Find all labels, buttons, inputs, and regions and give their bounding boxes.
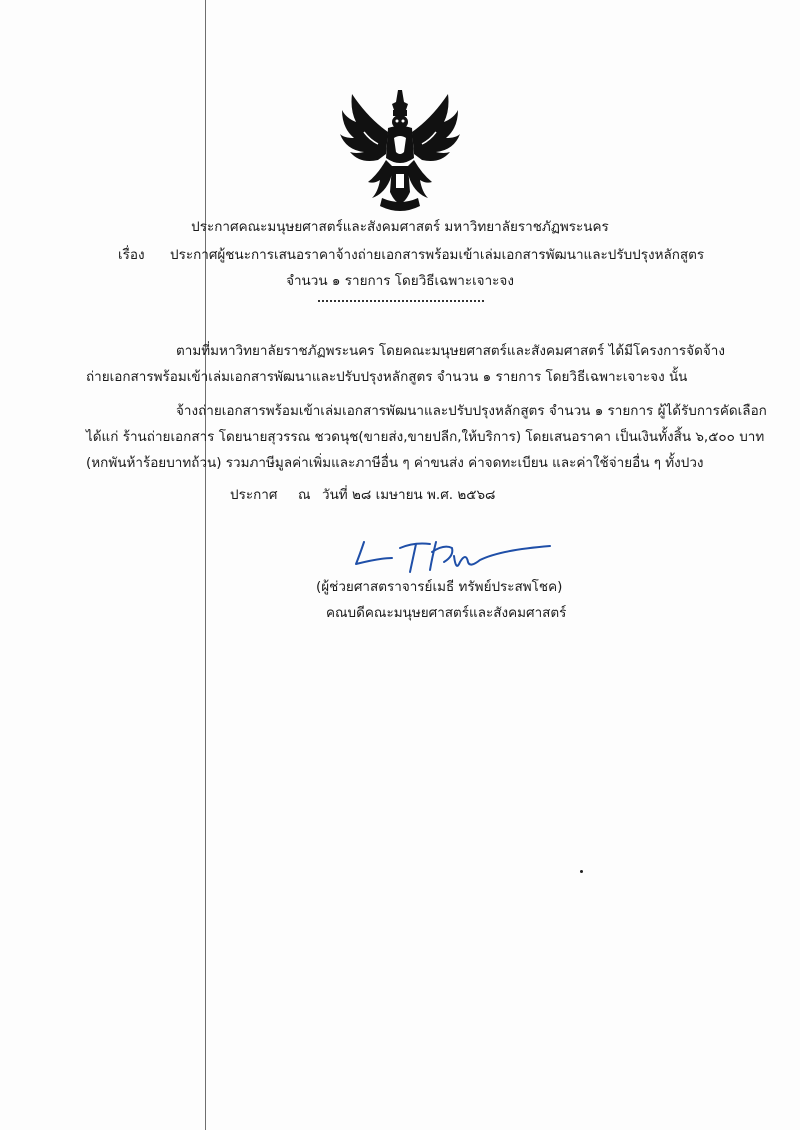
signatory-position: คณบดีคณะมนุษยศาสตร์และสังคมศาสตร์: [326, 605, 567, 621]
announcement-title: ประกาศคณะมนุษยศาสตร์และสังคมศาสตร์ มหาวิทยาลัยราชภัฏพระนคร: [191, 219, 609, 235]
announce-word: ประกาศ: [230, 487, 278, 503]
paragraph-2-line-1: จ้างถ่ายเอกสารพร้อมเข้าเล่มเอกสารพัฒนาและปรับปรุงหลักสูตร จำนวน ๑ รายการ ผู้ได้รับการคัดเลือก: [176, 403, 767, 419]
subject-label: เรื่อง: [118, 247, 145, 263]
scan-fold-line: [205, 0, 206, 1130]
paragraph-2-line-3: (หกพันห้าร้อยบาทถ้วน) รวมภาษีมูลค่าเพิ่มและภาษีอื่น ๆ ค่าขนส่ง ค่าจดทะเบียน และค่าใช้จ่ายอื่น ๆ ทั้งปวง: [86, 455, 704, 471]
subject-line-2: จำนวน ๑ รายการ โดยวิธีเฉพาะเจาะจง: [286, 273, 514, 289]
paragraph-2-line-2: ได้แก่ ร้านถ่ายเอกสาร โดยนายสุวรรณ ชวดนุช(ขายส่ง,ขายปลีก,ให้บริการ) โดยเสนอราคา เป็นเงินทั้งสิ้น ๖,๕๐๐ บาท: [86, 429, 765, 445]
garuda-emblem-icon: [338, 88, 462, 216]
announce-at: ณ: [298, 487, 311, 503]
signatory-name: (ผู้ช่วยศาสตราจารย์เมธี ทรัพย์ประสพโชค): [316, 579, 563, 595]
separator-dotted-line: [318, 300, 484, 302]
scan-speck: [580, 870, 583, 873]
paragraph-1-line-2: ถ่ายเอกสารพร้อมเข้าเล่มเอกสารพัฒนาและปรับปรุงหลักสูตร จำนวน ๑ รายการ โดยวิธีเฉพาะเจาะจง นั้น: [86, 369, 688, 385]
paragraph-1-line-1: ตามที่มหาวิทยาลัยราชภัฏพระนคร โดยคณะมนุษยศาสตร์และสังคมศาสตร์ ได้มีโครงการจัดจ้าง: [176, 343, 725, 359]
handwritten-signature: [340, 528, 554, 582]
announce-date: วันที่ ๒๘ เมษายน พ.ศ. ๒๕๖๘: [322, 487, 496, 503]
subject-line-1: ประกาศผู้ชนะการเสนอราคาจ้างถ่ายเอกสารพร้อมเข้าเล่มเอกสารพัฒนาและปรับปรุงหลักสูตร: [170, 247, 705, 263]
